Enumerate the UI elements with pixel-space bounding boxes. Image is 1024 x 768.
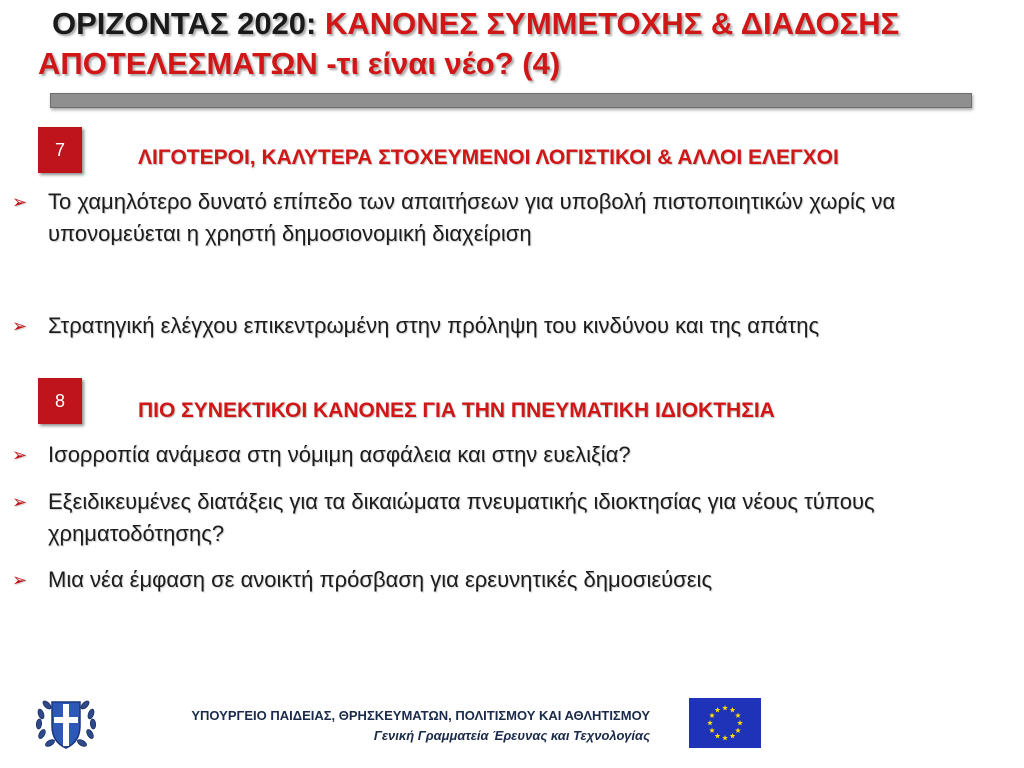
greek-state-emblem-icon bbox=[30, 690, 102, 756]
slide-title bbox=[38, 4, 998, 84]
eu-flag-icon bbox=[689, 698, 761, 748]
section-heading: ΠΙΟ ΣΥΝΕΚΤΙΚΟΙ ΚΑΝΟΝΕΣ ΓΙΑ ΤΗΝ ΠΝΕΥΜΑΤΙΚΗ ΙΔΙΟΚΤΗΣΙΑ bbox=[138, 399, 775, 422]
bullet-text: Στρατηγική ελέγχου επικεντρωμένη στην πρόληψη του κινδύνου και της απάτης bbox=[48, 313, 820, 338]
section-number-badge: 7 bbox=[38, 127, 82, 173]
title-divider-bar bbox=[50, 93, 972, 108]
bullet-text: Εξειδικευμένες διατάξεις για τα δικαιώματα πνευματικής ιδιοκτησίας για νέους τύπους χρηματοδότησης? bbox=[48, 489, 875, 546]
bullet-text: Ισορροπία ανάμεσα στη νόμιμη ασφάλεια και στην ευελιξία? bbox=[48, 442, 631, 467]
bullet-item bbox=[12, 186, 982, 250]
section-heading: ΛΙΓΟΤΕΡΟΙ, ΚΑΛΥΤΕΡΑ ΣΤΟΧΕΥΜΕΝΟΙ ΛΟΓΙΣΤΙΚΟΙ & ΑΛΛΟΙ ΕΛΕΓΧΟΙ bbox=[138, 146, 839, 169]
title-line-1 bbox=[38, 4, 998, 44]
arrow-bullet-icon: ➢ bbox=[12, 492, 28, 512]
arrow-bullet-icon: ➢ bbox=[12, 316, 28, 336]
arrow-bullet-icon: ➢ bbox=[12, 445, 28, 465]
arrow-bullet-icon: ➢ bbox=[12, 192, 28, 212]
secretariat-name: Γενική Γραμματεία Έρευνας και Τεχνολογίας bbox=[373, 728, 650, 743]
footer-text bbox=[120, 706, 650, 746]
ministry-name: ΥΠΟΥΡΓΕΙΟ ΠΑΙΔΕΙΑΣ, ΘΡΗΣΚΕΥΜΑΤΩΝ, ΠΟΛΙΤΙΣΜΟΥ ΚΑΙ ΑΘΛΗΤΙΣΜΟΥ bbox=[191, 708, 650, 723]
bullet-text: Μια νέα έμφαση σε ανοικτή πρόσβαση για ερευνητικές δημοσιεύσεις bbox=[48, 567, 713, 592]
bullet-item bbox=[12, 439, 982, 471]
bullet-item bbox=[12, 486, 982, 550]
arrow-bullet-icon: ➢ bbox=[12, 570, 28, 590]
title-line-2: ΑΠΟΤΕΛΕΣΜΑΤΩΝ -τι είναι νέο? (4) bbox=[38, 46, 561, 81]
bullet-item bbox=[12, 310, 982, 342]
title-highlight: ΚΑΝΟΝΕΣ ΣΥΜΜΕΤΟΧΗΣ & ΔΙΑΔΟΣΗΣ bbox=[324, 6, 900, 41]
bullet-item bbox=[12, 564, 982, 596]
bullet-text: Το χαμηλότερο δυνατό επίπεδο των απαιτήσεων για υποβολή πιστοποιητικών χωρίς να υπονομεύεται η χρηστή δημοσιονομική διαχείριση bbox=[48, 189, 896, 246]
title-prefix: ΟΡΙΖΟΝΤΑΣ 2020: bbox=[52, 6, 325, 41]
section-number-badge: 8 bbox=[38, 378, 82, 424]
